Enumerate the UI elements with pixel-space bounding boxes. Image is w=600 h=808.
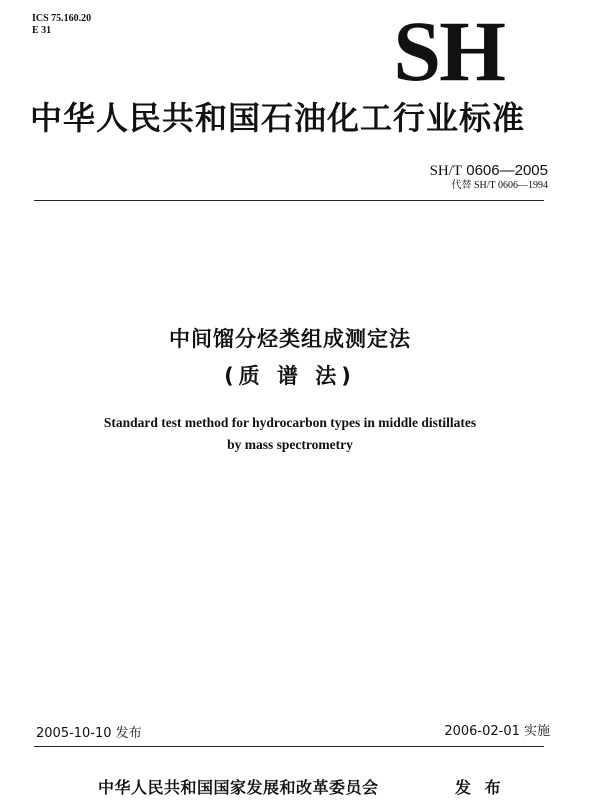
english-title-line-1: Standard test method for hydrocarbon types in middle distillates (103, 415, 477, 430)
chinese-subtitle: (质 谱 法) (224, 364, 356, 388)
implementation-date: 2006-02-01 实施 (444, 724, 550, 739)
standard-type-heading: 中华人民共和国石油化工行业标准 (30, 99, 526, 137)
issue-date: 2005-10-10 发布 (36, 726, 142, 741)
chinese-title: 中间馏分烃类组成测定法 (169, 327, 411, 351)
top-divider (34, 200, 544, 201)
standard-number-value: 0606—2005 (466, 162, 548, 179)
publisher-name: 中华人民共和国国家发展和改革委员会 (98, 778, 379, 797)
ics-code: ICS 75.160.20 (32, 13, 92, 24)
sh-logo: SH (393, 3, 504, 99)
classification-code: E 31 (32, 25, 52, 36)
standard-number (430, 163, 548, 179)
bottom-divider (34, 746, 544, 747)
replaces-note: 代替 SH/T 0606—1994 (451, 180, 548, 191)
publish-label: 发 布 (455, 778, 505, 797)
standard-number-prefix: SH/T (429, 163, 463, 179)
english-title-line-2: by mass spectrometry (227, 437, 353, 452)
